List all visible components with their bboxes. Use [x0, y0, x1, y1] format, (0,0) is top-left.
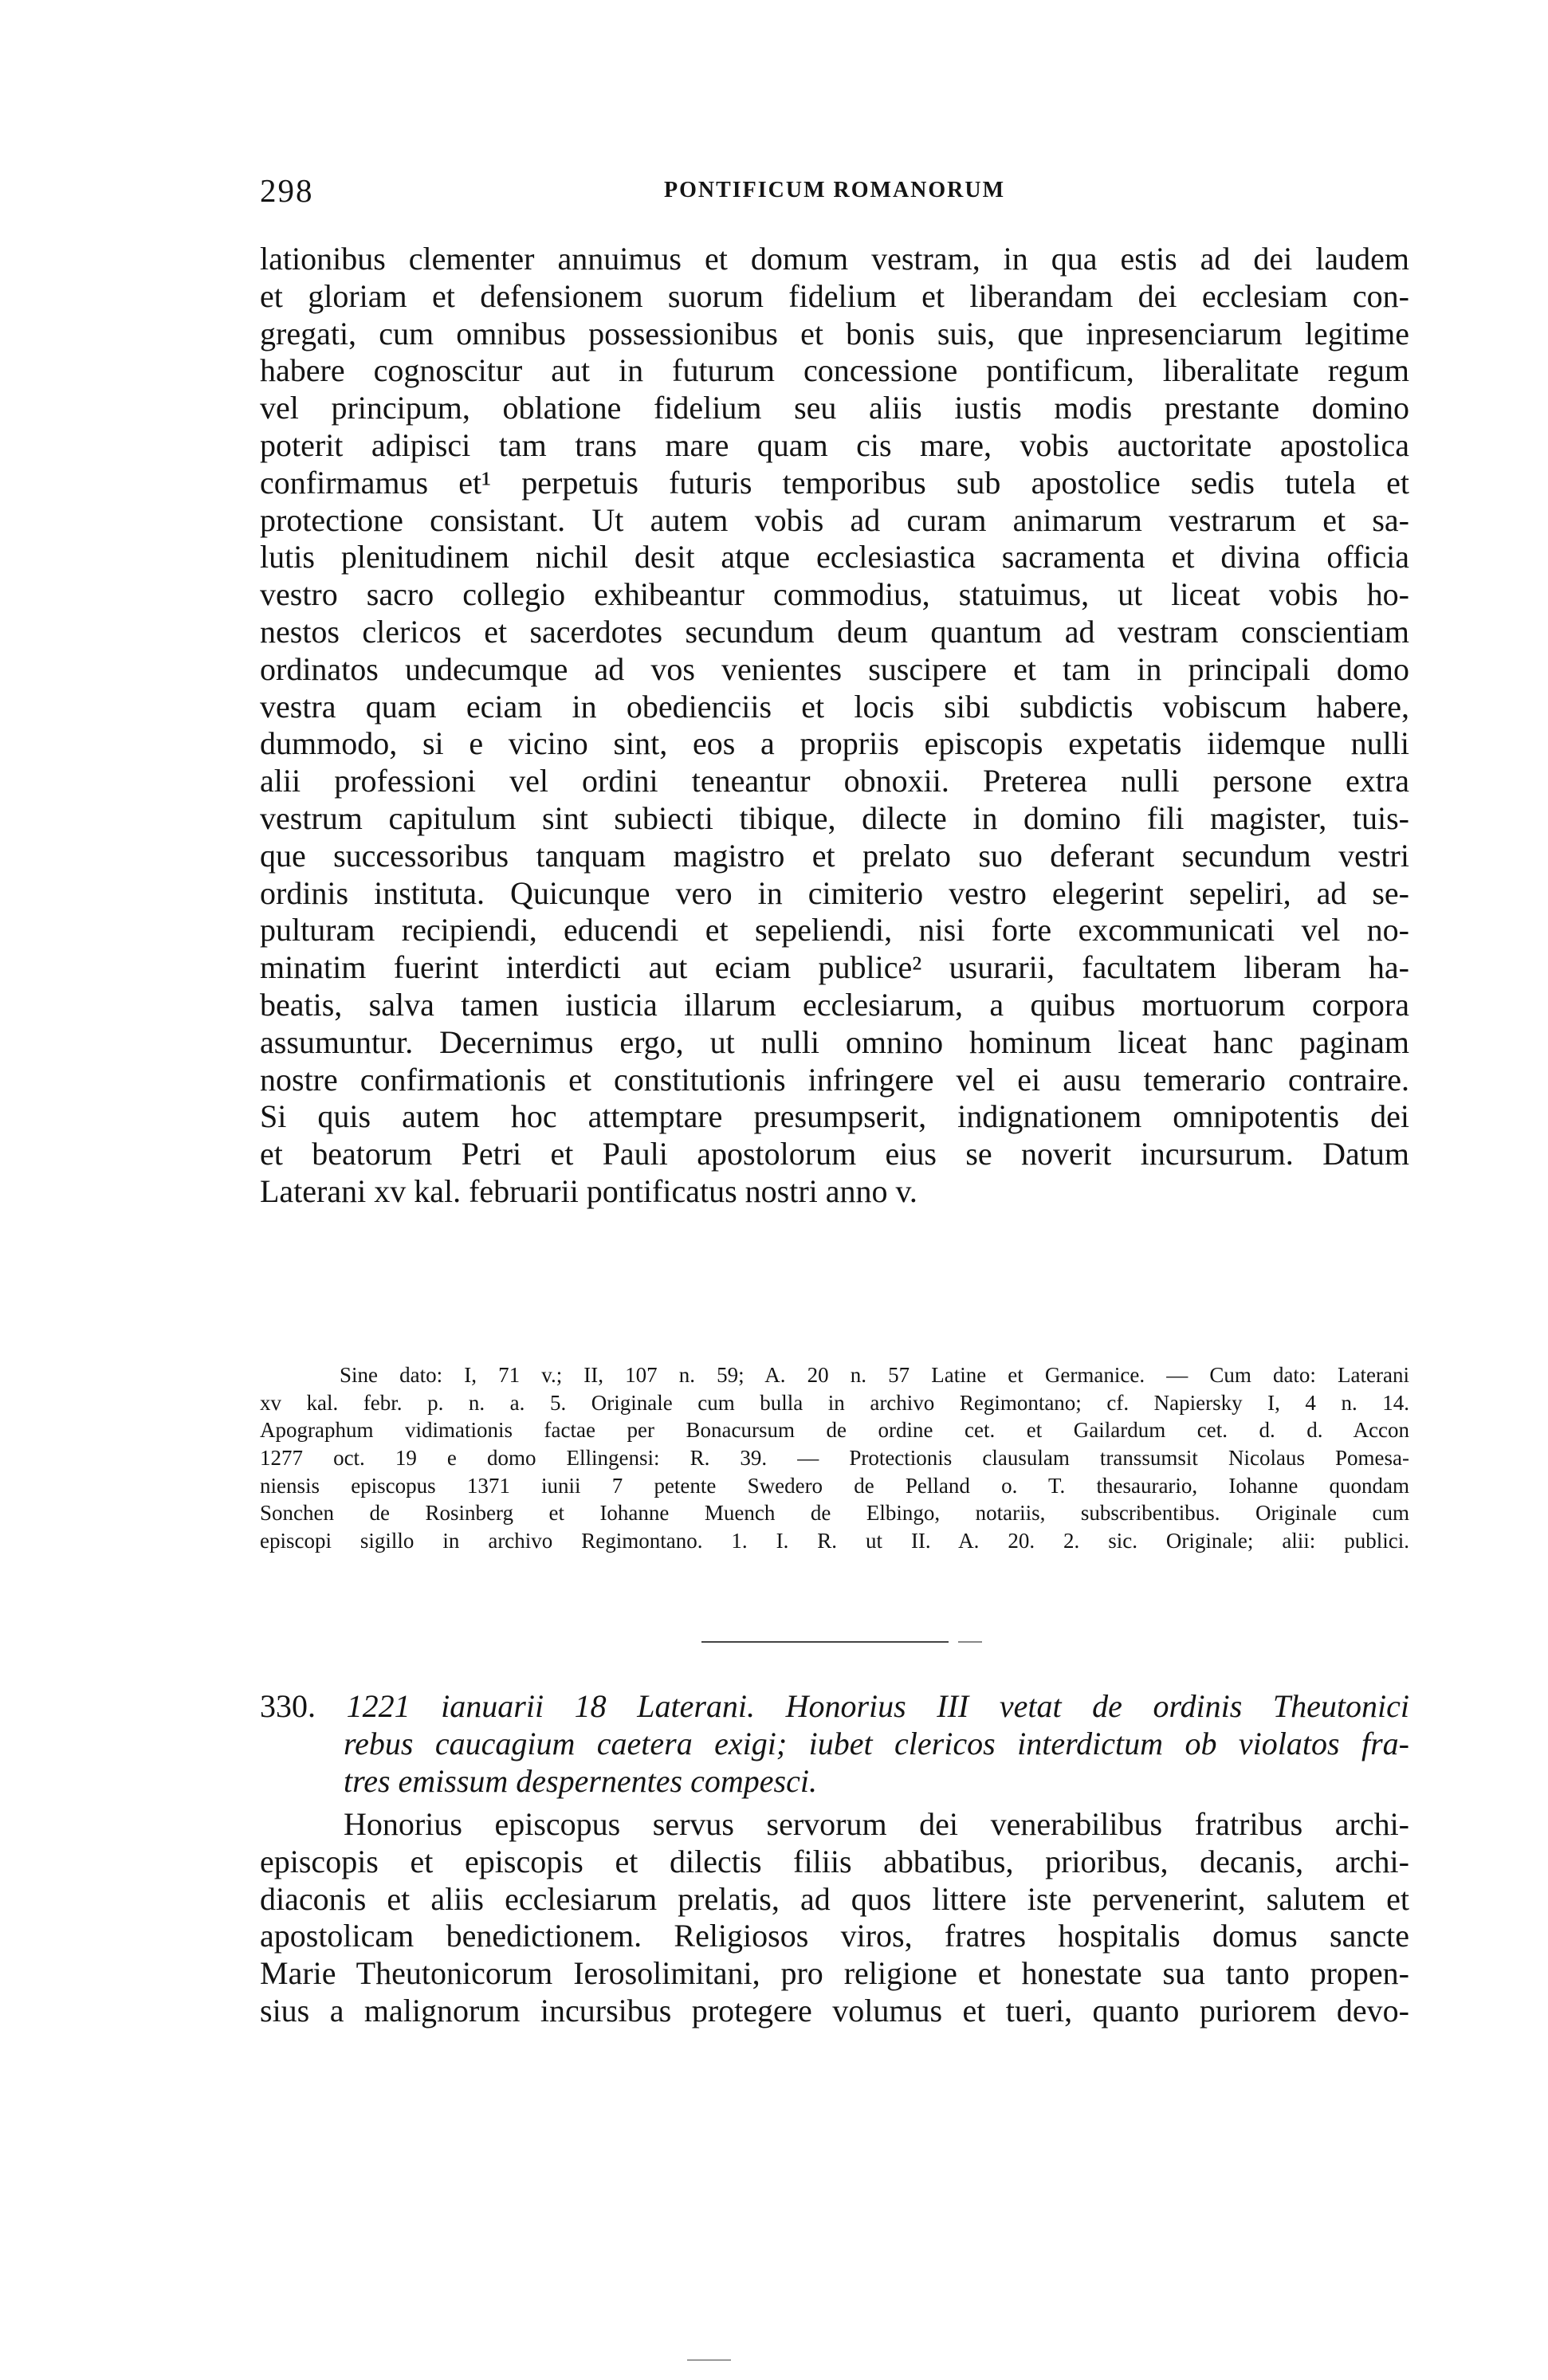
note-line: niensis episcopus 1371 iunii 7 petente Swedero de Pelland o. T. thesaurario, Iohanne quondam	[260, 1473, 1409, 1498]
note-line: Sine dato: I, 71 v.; II, 107 n. 59; A. 20 n. 57 Latine et Germanice. — Cum dato: Laterani	[340, 1363, 1409, 1387]
note-line: episcopi sigillo in archivo Regimontano. 1. I. R. ut II. A. 20. 2. sic. Originale; alii: publici.	[260, 1529, 1409, 1553]
text-line: ordinatos undecumque ad vos venientes suscipere et tam in principali domo	[260, 650, 1409, 687]
text-line: vestrum capitulum sint subiecti tibique, dilecte in domino fili magister, tuis-	[260, 799, 1409, 836]
text-line: et beatorum Petri et Pauli apostolorum eius se noverit incursurum. Datum	[260, 1136, 1409, 1172]
text-line: et gloriam et defensionem suorum fidelium et liberandam dei ecclesiam con-	[260, 277, 1409, 314]
running-title: PONTIFICUM ROMANORUM	[663, 178, 1006, 202]
note-line: xv kal. febr. p. n. a. 5. Originale cum bulla in archivo Regimontano; cf. Napiersky I, 4 n. 14.	[260, 1390, 1409, 1415]
text-line: nestos clericos et sacerdotes secundum deum quantum ad vestram conscientiam	[260, 613, 1409, 650]
heading-text: 1221 ianuarii 18 Laterani. Honorius III vetat de ordinis Theutonici	[346, 1688, 1409, 1724]
text-line: beatis, salva tamen iusticia illarum ecclesiarum, a quibus mortuorum corpora	[260, 986, 1409, 1023]
bottom-rule	[687, 2359, 731, 2361]
text-line: habere cognoscitur aut in futurum concessione pontificum, liberalitate regum	[260, 352, 1409, 389]
heading-line: tres emissum despernentes compesci.	[344, 1762, 817, 1799]
running-header	[260, 171, 1409, 219]
document-number: 330.	[260, 1688, 316, 1724]
text-line: lutis plenitudinem nichil desit atque ecclesiastica sacramenta et divina officia	[260, 539, 1409, 575]
text-line: Laterani xv kal. februarii pontificatus nostri anno v.	[260, 1172, 917, 1209]
text-line: vel principum, oblatione fidelium seu aliis iustis modis prestante domino	[260, 390, 1409, 426]
text-line: alii professioni vel ordini teneantur obnoxii. Preterea nulli persone extra	[260, 763, 1409, 799]
heading-line	[260, 1688, 1409, 1726]
text-line: assumuntur. Decernimus ergo, ut nulli omnino hominum liceat hanc paginam	[260, 1023, 1409, 1060]
apparatus-notes	[260, 1361, 1409, 1555]
text-line: minatim fuerint interdicti aut eciam publice² usurarii, facultatem liberam ha-	[260, 949, 1409, 986]
note-line: Apographum vidimationis factae per Bonacursum de ordine cet. et Gailardum cet. d. d. Accon	[260, 1418, 1409, 1443]
text-line: vestra quam eciam in obedienciis et locis sibi subdictis vobiscum habere,	[260, 688, 1409, 725]
text-line: vestro sacro collegio exhibeantur commodius, statuimus, ut liceat vobis ho-	[260, 576, 1409, 613]
text-line: protectione consistant. Ut autem vobis ad curam animarum vestrarum et sa-	[260, 501, 1409, 538]
note-line: Sonchen de Rosinberg et Iohanne Muench de Elbingo, notariis, subscribentibus. Originale cum	[260, 1501, 1409, 1526]
text-line: confirmamus et¹ perpetuis futuris temporibus sub apostolice sedis tutela et	[260, 464, 1409, 501]
text-line: Marie Theutonicorum Ierosolimitani, pro religione et honestate sua tanto propen-	[260, 1955, 1409, 1992]
text-line: sius a malignorum incursibus protegere volumus et tueri, quanto puriorem devo-	[260, 1992, 1409, 2028]
text-line: poterit adipisci tam trans mare quam cis mare, vobis auctoritate apostolica	[260, 426, 1409, 463]
document-body	[260, 1806, 1409, 2030]
text-line: diaconis et aliis ecclesiarum prelatis, ad quos littere iste pervenerint, salutem et	[260, 1880, 1409, 1917]
document-heading	[260, 1688, 1409, 1800]
section-divider-tail	[958, 1641, 982, 1643]
text-line: pulturam recipiendi, educendi et sepeliendi, nisi forte excommunicati vel no-	[260, 912, 1409, 948]
text-line: Si quis autem hoc attemptare presumpserit, indignationem omnipotentis dei	[260, 1098, 1409, 1135]
text-line: lationibus clementer annuimus et domum vestram, in qua estis ad dei laudem	[260, 241, 1409, 277]
text-line: que successoribus tanquam magistro et prelato suo deferant secundum vestri	[260, 837, 1409, 874]
text-line: ordinis instituta. Quicunque vero in cimiterio vestro elegerint sepeliri, ad se-	[260, 874, 1409, 911]
text-line: episcopis et episcopis et dilectis filiis abbatibus, prioribus, decanis, archi-	[260, 1843, 1409, 1879]
text-line: apostolicam benedictionem. Religiosos viros, fratres hospitalis domus sancte	[260, 1918, 1409, 1954]
text-line: Honorius episcopus servus servorum dei venerabilibus fratribus archi-	[344, 1806, 1409, 1842]
heading-line: rebus caucagium caetera exigi; iubet clericos interdictum ob violatos fra-	[344, 1725, 1409, 1761]
text-line: dummodo, si e vicino sint, eos a propriis episcopis expetatis iidemque nulli	[260, 725, 1409, 762]
page-number: 298	[260, 172, 314, 209]
text-line: gregati, cum omnibus possessionibus et bonis suis, que inpresenciarum legitime	[260, 315, 1409, 352]
section-divider	[701, 1641, 949, 1643]
note-line: 1277 oct. 19 e domo Ellingensi: R. 39. — Protectionis clausulam transsumsit Nicolaus Pomesa-	[260, 1446, 1409, 1471]
paragraph-continued	[260, 241, 1409, 1211]
text-line: nostre confirmationis et constitutionis infringere vel ei ausu temerario contraire.	[260, 1061, 1409, 1098]
